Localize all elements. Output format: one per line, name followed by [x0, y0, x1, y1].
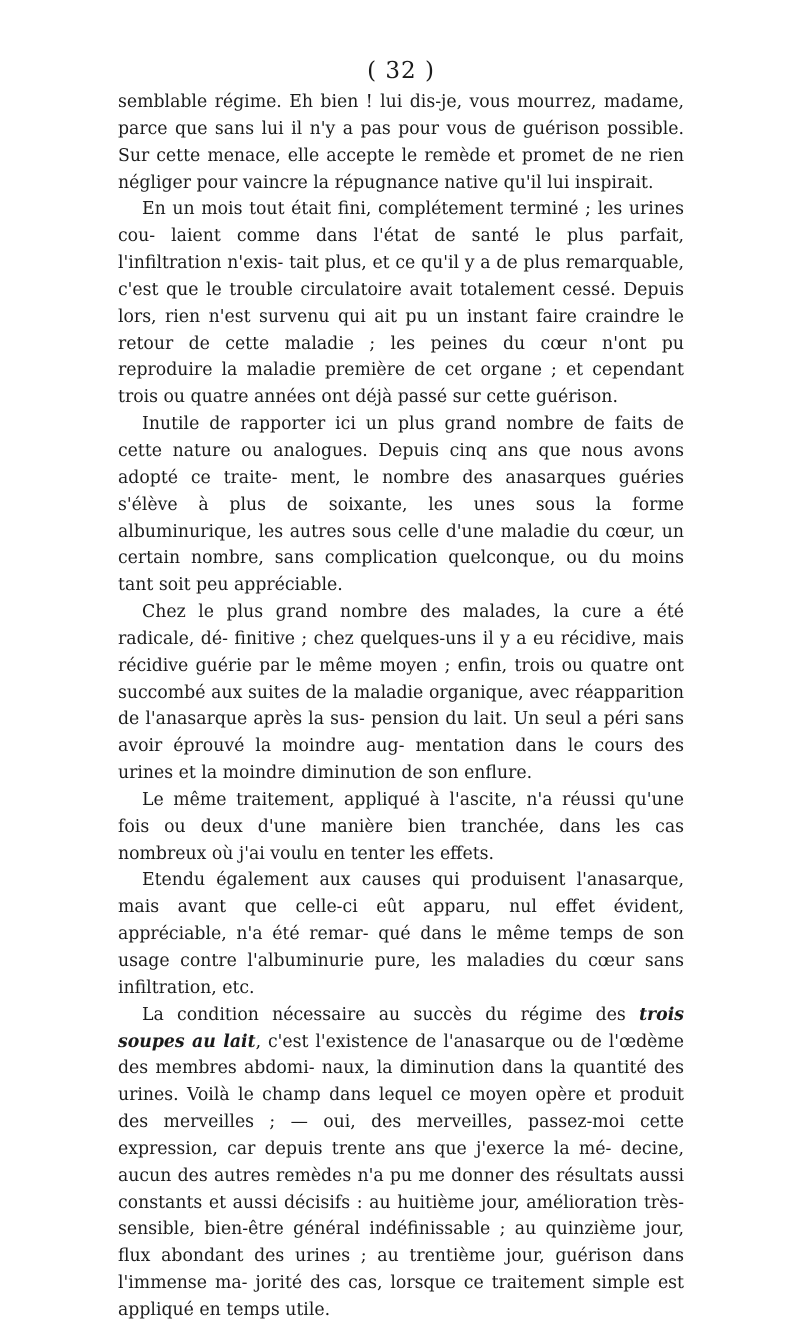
text-line: lequel ce moyen opère et produit des merveilles ; — oui, des merveilles,	[118, 1085, 684, 1133]
text-line: ait pu un instant faire craindre le retour de cette maladie ; les peines	[118, 306, 684, 354]
text-line: aussi constants et aussi décisifs : au huitième jour, amélioration très-	[118, 1165, 684, 1213]
text-line: qué dans le même temps de son usage contre l'albuminurie pure, les	[118, 924, 685, 971]
page-number: ( 32 )	[367, 58, 435, 84]
paragraph	[118, 196, 684, 411]
text-line: Chez le plus grand nombre des malades, la cure a été radicale, dé-	[118, 602, 684, 649]
text-line: abondant des urines ; au trentième jour, guérison dans l'immense ma-	[118, 1246, 685, 1294]
paragraph	[118, 1002, 684, 1324]
paragraph	[118, 787, 684, 868]
text-line: pension du lait. Un seul a péri sans avoir éprouvé la moindre aug-	[118, 709, 684, 757]
text-line: finitive ; chez quelques-uns il y a eu récidive, mais récidive guérie par	[118, 628, 684, 676]
paragraph	[118, 867, 684, 1001]
paragraph	[118, 599, 684, 787]
text-line: semblable régime. Eh bien ! lui dis-je, vous mourrez, madame, parce	[118, 92, 684, 139]
text-line: cependant trois ou quatre années ont déjà passé sur cette guérison.	[118, 360, 684, 408]
text-line: le même moyen ; enfin, trois ou quatre ont succombé aux suites de la	[118, 655, 684, 703]
text-line: En un mois tout était fini, complétement terminé ; les urines cou-	[118, 199, 684, 247]
paragraph	[118, 411, 684, 599]
text-line: nature ou analogues. Depuis cinq ans que nous avons adopté ce traite-	[118, 440, 684, 488]
book-page	[118, 56, 684, 1324]
text-line: maladie organique, avec réapparition de l'anasarque après la sus-	[118, 682, 685, 730]
emphasized-phrase: trois soupes au lait	[118, 1004, 684, 1052]
text-line: unes sous la forme albuminurique, les autres sous celle d'une maladie	[118, 494, 684, 542]
text-line: sensible, bien-être général indéfinissable ; au quinzième jour, flux	[118, 1219, 684, 1267]
paragraph	[118, 89, 684, 196]
text-line: du cœur, un certain nombre, sans complication quelconque, ou du	[118, 521, 684, 569]
text-line: vaincre la répugnance native qu'il lui inspirait.	[242, 172, 654, 193]
text-line: en tenter les effets.	[323, 843, 494, 864]
text-line: deux d'une manière bien tranchée, dans les cas nombreux où j'ai voulu	[118, 816, 684, 864]
text-line: mentation dans le cours des urines et la moindre diminution de son	[118, 736, 685, 784]
text-line: tait plus, et ce qu'il y a de plus remarquable, c'est que le trouble	[118, 253, 685, 300]
text-line: Etendu également aux causes qui produisent l'anasarque, mais avant	[118, 870, 684, 918]
text-line: ment, le nombre des anasarques guéries s'élève à plus de soixante, les	[118, 467, 684, 515]
text-line: decine, aucun des autres remèdes n'a pu me donner des résultats	[118, 1138, 684, 1186]
text-line: enflure.	[464, 763, 533, 784]
text-line: naux, la diminution dans la quantité des urines. Voilà le champ dans	[118, 1058, 684, 1106]
text-line: que celle-ci eût apparu, nul effet évident, appréciable, n'a été remar-	[118, 897, 684, 945]
text-line: jorité des cas, lorsque ce traitement simple est appliqué en temps utile.	[118, 1273, 684, 1320]
text-line: circulatoire avait totalement cessé. Depuis lors, rien n'est survenu qui	[118, 279, 685, 327]
text-line: laient comme dans l'état de santé le plus parfait, l'infiltration n'exis-	[118, 226, 684, 274]
text-line: c'est l'existence de l'anasarque ou de l'œdème des membres abdomi-	[118, 1031, 685, 1079]
text-line: maladies du cœur sans infiltration, etc.	[118, 951, 685, 998]
text-line: Le même traitement, appliqué à l'ascite, n'a réussi qu'une fois ou	[118, 789, 684, 837]
text-line: du cœur n'ont pu reproduire la maladie première de cet organe ; et	[118, 333, 684, 381]
text-line: Inutile de rapporter ici un plus grand nombre de faits de cette	[118, 414, 684, 461]
text-line: La condition nécessaire au succès du régime des trois soupes au lait,	[118, 1004, 684, 1052]
body-text	[118, 89, 684, 1324]
text-line: passez-moi cette expression, car depuis trente ans que j'exerce la mé-	[118, 1112, 684, 1159]
text-line: menace, elle accepte le remède et promet de ne rien négliger pour	[118, 145, 684, 193]
text-line: moins tant soit peu appréciable.	[118, 548, 684, 596]
text-line: que sans lui il n'y a pas pour vous de guérison possible. Sur cette	[118, 118, 684, 166]
